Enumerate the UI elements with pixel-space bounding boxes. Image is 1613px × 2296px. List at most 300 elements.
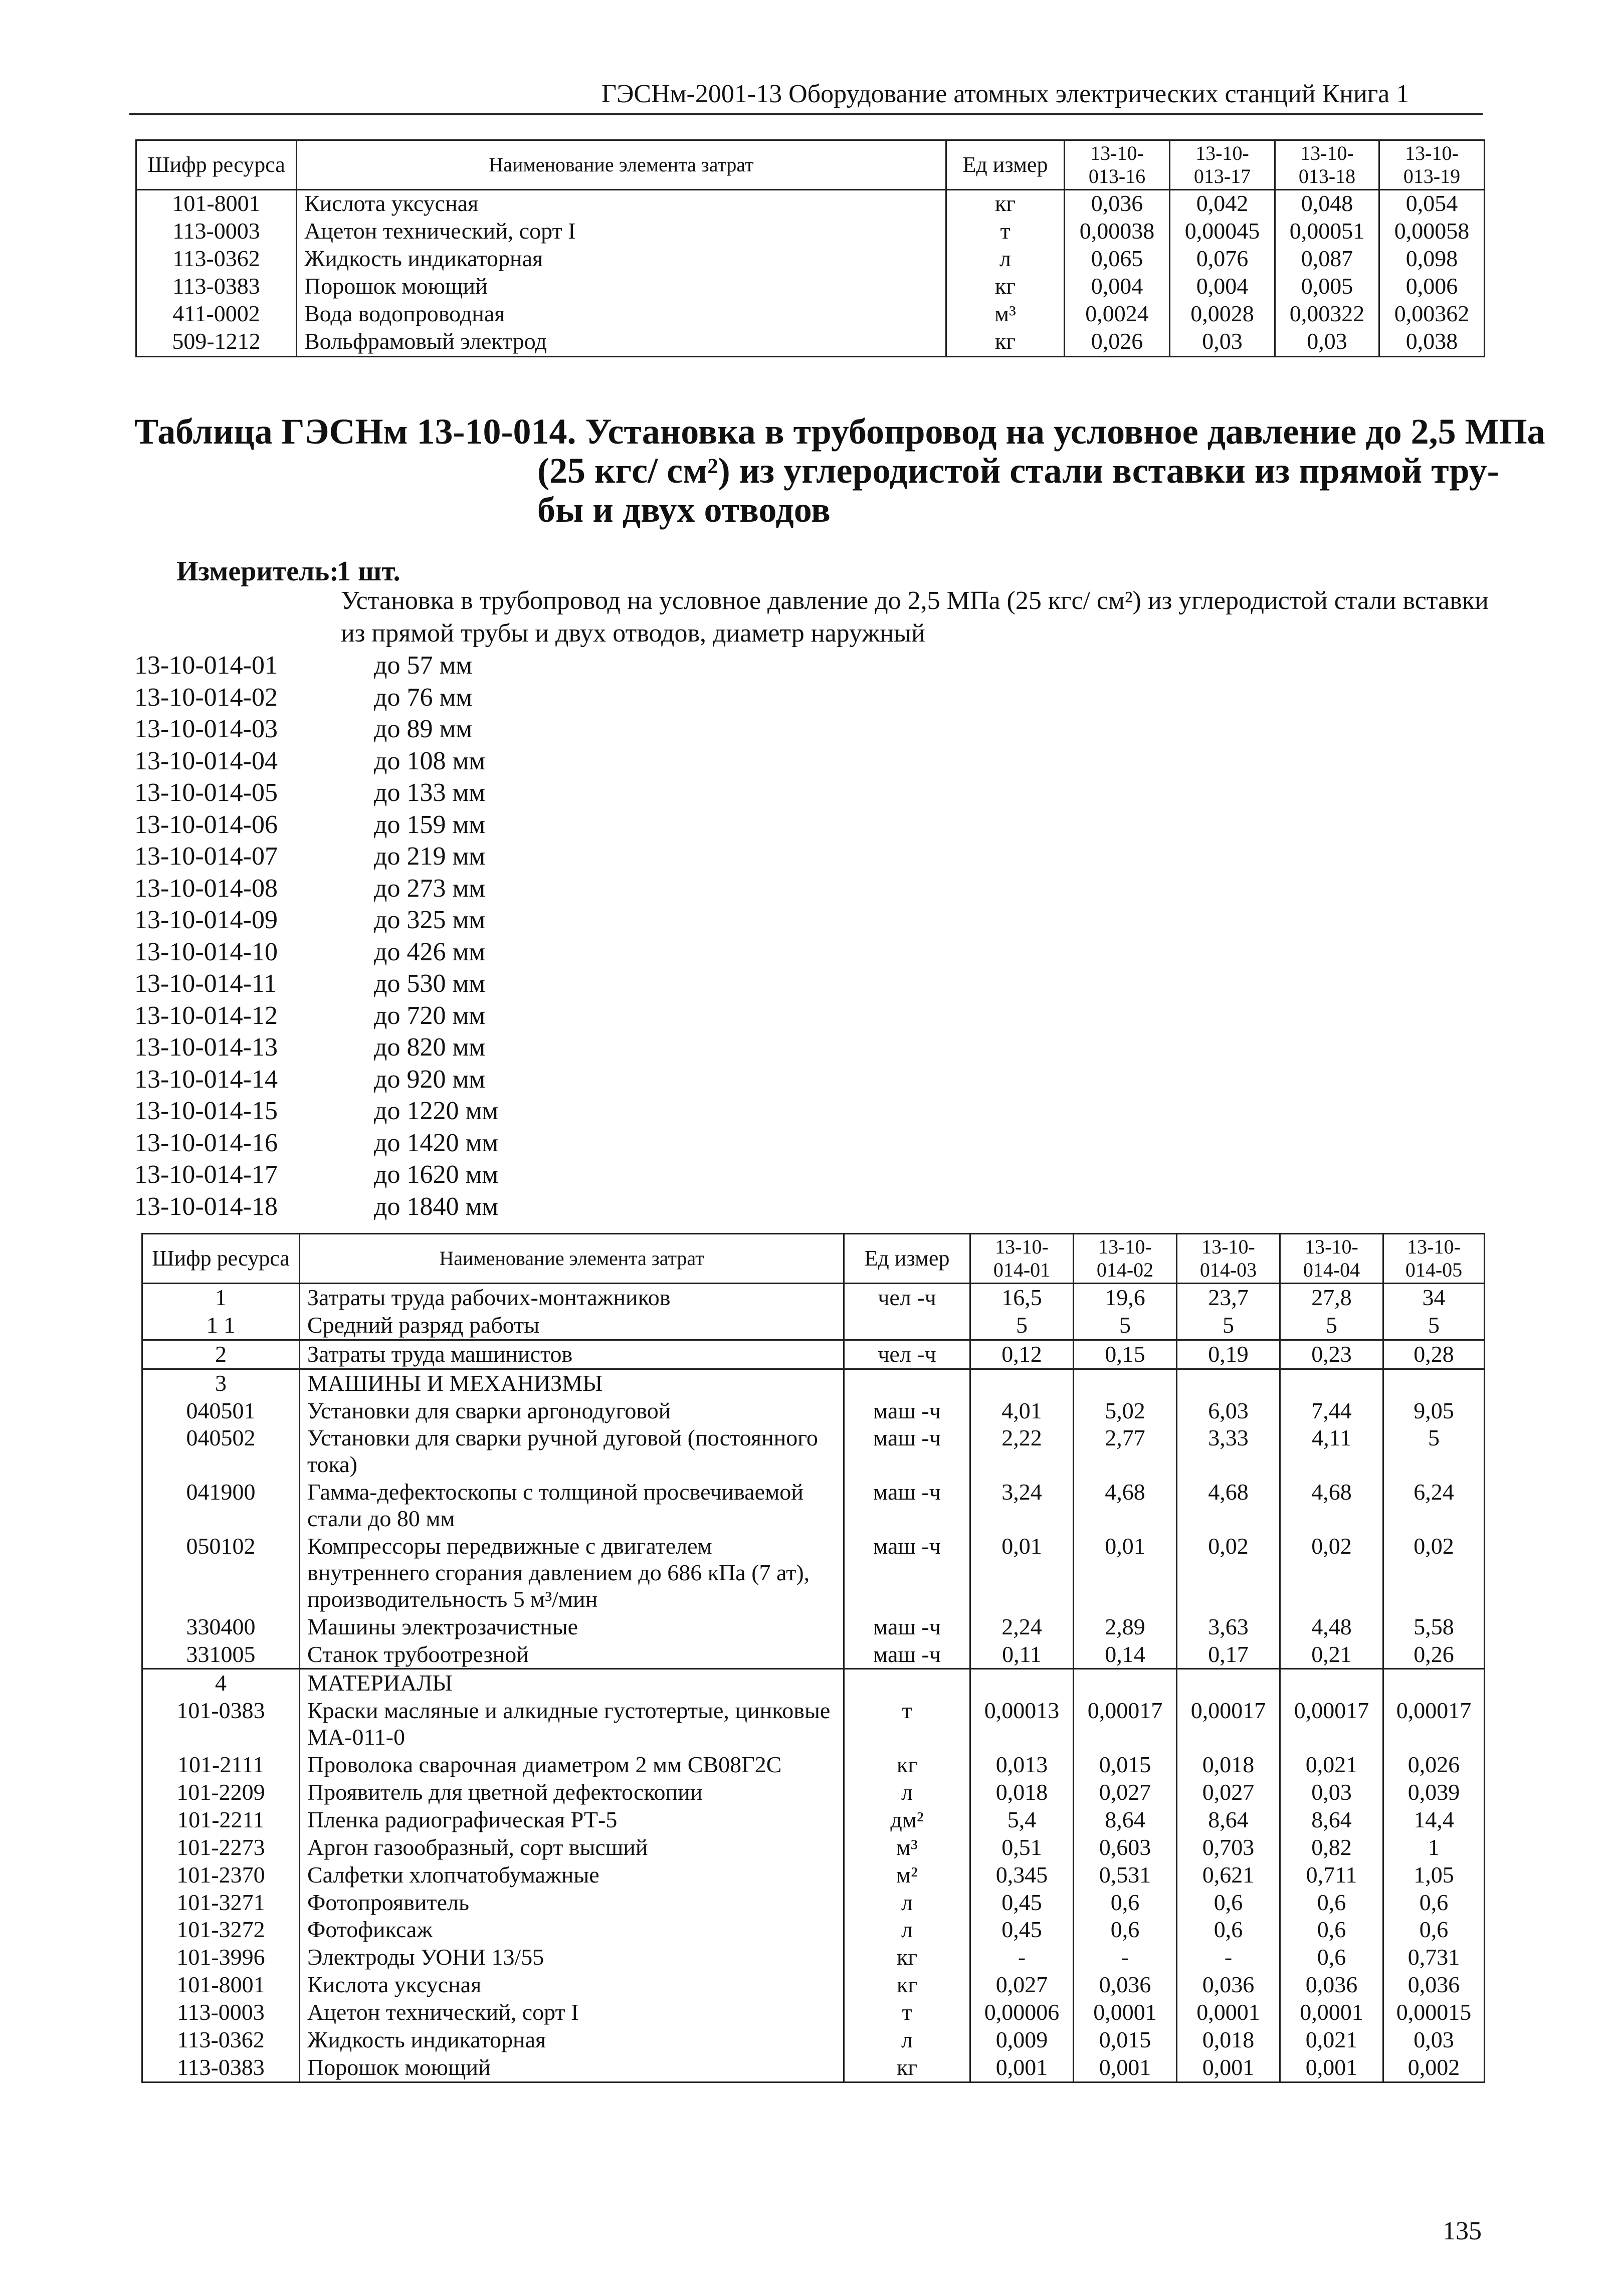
resource-value: 0,17 (1177, 1641, 1280, 1669)
resource-name: Станок трубоотрезной (300, 1641, 844, 1669)
list-item (134, 1095, 498, 1127)
resource-code: 101-2111 (142, 1751, 300, 1779)
table-title-line3: бы и двух отводов (537, 490, 831, 530)
resource-value: 0,6 (1280, 1916, 1383, 1944)
resource-value: 0,00038 (1065, 218, 1170, 246)
norm-diameter: до 1840 мм (374, 1192, 499, 1221)
resource-value: 0,015 (1074, 2026, 1177, 2054)
table-row (142, 1999, 1485, 2026)
resource-unit: т (946, 218, 1065, 246)
resource-name: Гамма-дефектоскопы с толщиной просвечиваемой стали до 80 мм (300, 1479, 844, 1533)
norm-diameter: до 820 мм (374, 1033, 486, 1062)
resource-value: 34 (1383, 1284, 1485, 1312)
table-row (142, 1284, 1485, 1312)
resource-value: 0,00322 (1275, 301, 1379, 328)
resource-code: 101-3996 (142, 1944, 300, 1971)
resource-value: 0,004 (1170, 273, 1275, 301)
norm-diameter: до 530 мм (374, 969, 486, 998)
resource-value: 0,026 (1383, 1751, 1485, 1779)
resource-value: 0,027 (1074, 1779, 1177, 1806)
col-header-norm: 13-10-014-04 (1280, 1234, 1383, 1284)
resource-value: 0,009 (970, 2026, 1074, 2054)
resource-unit: маш -ч (844, 1613, 970, 1641)
resource-unit: дм² (844, 1806, 970, 1834)
resource-value: 6,03 (1177, 1397, 1280, 1425)
section-row (142, 1369, 1485, 1397)
resource-value: 0,00362 (1379, 301, 1485, 328)
resource-unit: маш -ч (844, 1533, 970, 1613)
resource-value: 23,7 (1177, 1284, 1280, 1312)
list-item (134, 904, 498, 936)
resource-value: 0,03 (1170, 328, 1275, 357)
resource-code: 113-0003 (142, 1999, 300, 2026)
resource-code: 101-0383 (142, 1697, 300, 1751)
resource-value: 0,00017 (1383, 1697, 1485, 1751)
resource-value: 0,001 (1177, 2054, 1280, 2082)
resource-value (1383, 1669, 1485, 1697)
resource-value: 4,68 (1177, 1479, 1280, 1533)
resource-name: Средний разряд работы (300, 1312, 844, 1340)
table-row (136, 190, 1485, 219)
table-row (142, 1340, 1485, 1369)
resource-value: 0,703 (1177, 1834, 1280, 1861)
table-row (142, 1889, 1485, 1917)
resource-value (1177, 1369, 1280, 1397)
table-row (142, 1806, 1485, 1834)
norm-code: 13-10-014-02 (134, 683, 278, 712)
resource-value (970, 1669, 1074, 1697)
resource-name: Проволока сварочная диаметром 2 мм СВ08Г2С (300, 1751, 844, 1779)
resource-name: Электроды УОНИ 13/55 (300, 1944, 844, 1971)
norm-diameter: до 1420 мм (374, 1128, 499, 1157)
resource-value: 0,6 (1383, 1916, 1485, 1944)
table-row (142, 1533, 1485, 1613)
col-header-name: Наименование элемента затрат (297, 140, 946, 190)
resource-value: 0,005 (1275, 273, 1379, 301)
resource-value: 0,531 (1074, 1861, 1177, 1889)
resource-unit: л (844, 2026, 970, 2054)
norm-description: Установка в трубопровод на условное давление до 2,5 МПа (25 кгс/ см²) из углеродистой стали вставки из прямой трубы и двух отводов, диаметр наружный (341, 586, 1489, 648)
table-row (142, 2026, 1485, 2054)
resource-unit: л (946, 246, 1065, 273)
resource-value: 0,6 (1280, 1889, 1383, 1917)
table-row (142, 1613, 1485, 1641)
norm-code: 13-10-014-06 (134, 810, 278, 839)
col-header-norm: 13-10-013-18 (1275, 140, 1379, 190)
resource-value: 0,038 (1379, 328, 1485, 357)
resource-name: Краски масляные и алкидные густотертые, цинковые МА-011-0 (300, 1697, 844, 1751)
resource-name: Проявитель для цветной дефектоскопии (300, 1779, 844, 1806)
table-row (136, 273, 1485, 301)
resource-code: 411-0002 (136, 301, 297, 328)
resource-code: 509-1212 (136, 328, 297, 357)
norm-code: 13-10-014-12 (134, 1001, 278, 1030)
resource-code: 101-8001 (142, 1971, 300, 1999)
col-header-name: Наименование элемента затрат (300, 1234, 844, 1284)
col-header-code: Шифр ресурса (136, 140, 297, 190)
resource-value: 0,28 (1383, 1340, 1485, 1369)
resource-value: 2,89 (1074, 1613, 1177, 1641)
resource-unit: чел -ч (844, 1340, 970, 1369)
resource-value: 14,4 (1383, 1806, 1485, 1834)
list-item (134, 1159, 498, 1191)
resource-value: 0,00006 (970, 1999, 1074, 2026)
norm-diameter: до 920 мм (374, 1065, 486, 1094)
resource-unit: кг (844, 1944, 970, 1971)
list-item (134, 1031, 498, 1064)
resource-value: 4,68 (1280, 1479, 1383, 1533)
resource-value: 0,00058 (1379, 218, 1485, 246)
resource-code: 040501 (142, 1397, 300, 1425)
resource-code: 101-3271 (142, 1889, 300, 1917)
resource-name: Аргон газообразный, сорт высший (300, 1834, 844, 1861)
resource-value: 0,02 (1383, 1533, 1485, 1613)
resource-value (1280, 1669, 1383, 1697)
resource-value: 0,001 (1280, 2054, 1383, 2082)
resource-value (1177, 1669, 1280, 1697)
resource-unit (844, 1369, 970, 1397)
resource-value: 0,054 (1379, 190, 1485, 219)
resource-value: 0,6 (1074, 1916, 1177, 1944)
list-item (134, 936, 498, 968)
table-row (142, 2054, 1485, 2082)
resource-value: 3,24 (970, 1479, 1074, 1533)
resource-value: 8,64 (1177, 1806, 1280, 1834)
list-item (134, 1064, 498, 1096)
resource-unit: т (844, 1999, 970, 2026)
resource-value: 1 (1383, 1834, 1485, 1861)
resource-value: 0,03 (1383, 2026, 1485, 2054)
resource-value: 0,00045 (1170, 218, 1275, 246)
norm-code: 13-10-014-01 (134, 651, 278, 680)
list-item (134, 650, 498, 682)
resource-value: 5,02 (1074, 1397, 1177, 1425)
resource-value: 0,0028 (1170, 301, 1275, 328)
resource-name: Салфетки хлопчатобумажные (300, 1861, 844, 1889)
resource-value: 0,03 (1275, 328, 1379, 357)
resource-unit: кг (946, 328, 1065, 357)
resource-name: Ацетон технический, сорт I (300, 1999, 844, 2026)
table-title-line1: Таблица ГЭСНм 13-10-014. Установка в трубопровод на условное давление до 2,5 МПа (134, 411, 1545, 452)
list-item (134, 713, 498, 745)
resource-code: 1 1 (142, 1312, 300, 1340)
list-item (134, 745, 498, 777)
resource-value: 5 (1383, 1312, 1485, 1340)
table-row (142, 1641, 1485, 1669)
list-item (134, 682, 498, 714)
resource-value: 0,013 (970, 1751, 1074, 1779)
table-row (142, 1944, 1485, 1971)
resource-value: 6,24 (1383, 1479, 1485, 1533)
resource-value: 27,8 (1280, 1284, 1383, 1312)
list-item (134, 1000, 498, 1032)
table-row (142, 1861, 1485, 1889)
resource-code: 101-2273 (142, 1834, 300, 1861)
resource-code: 050102 (142, 1533, 300, 1613)
resource-name: Ацетон технический, сорт I (297, 218, 946, 246)
resource-name: Затраты труда рабочих-монтажников (300, 1284, 844, 1312)
list-item (134, 1191, 498, 1223)
resource-value: 0,12 (970, 1340, 1074, 1369)
resource-value (970, 1369, 1074, 1397)
resource-unit: маш -ч (844, 1397, 970, 1425)
resource-code: 113-0362 (142, 2026, 300, 2054)
table-row (142, 1779, 1485, 1806)
resource-name: Пленка радиографическая РТ-5 (300, 1806, 844, 1834)
header-rule (129, 113, 1483, 115)
resource-value: 5,58 (1383, 1613, 1485, 1641)
resource-value: 3,33 (1177, 1424, 1280, 1479)
resource-code: 101-2209 (142, 1779, 300, 1806)
list-item (134, 1127, 498, 1159)
table-row (142, 1971, 1485, 1999)
resource-value: 3,63 (1177, 1613, 1280, 1641)
resource-value: 0,001 (1074, 2054, 1177, 2082)
resource-value: 0,036 (1177, 1971, 1280, 1999)
resource-value: 0,018 (1177, 2026, 1280, 2054)
list-item (134, 777, 498, 809)
page-header: ГЭСНм-2001-13 Оборудование атомных электрических станций Книга 1 (601, 80, 1409, 108)
resource-unit: кг (946, 190, 1065, 219)
resource-value (1074, 1369, 1177, 1397)
resource-value: 0,076 (1170, 246, 1275, 273)
resource-value: 5 (970, 1312, 1074, 1340)
norm-diameter: до 426 мм (374, 937, 486, 966)
norm-diameter: до 89 мм (374, 715, 473, 743)
resource-unit: маш -ч (844, 1641, 970, 1669)
resource-value: 0,345 (970, 1861, 1074, 1889)
norm-code: 13-10-014-17 (134, 1160, 278, 1189)
resource-value: 0,711 (1280, 1861, 1383, 1889)
resource-name: Кислота уксусная (297, 190, 946, 219)
resource-unit: м² (844, 1861, 970, 1889)
resource-value: 0,02 (1177, 1533, 1280, 1613)
resource-name: Фотофиксаж (300, 1916, 844, 1944)
list-item (134, 809, 498, 841)
resource-value: 0,6 (1383, 1889, 1485, 1917)
col-header-norm: 13-10-013-19 (1379, 140, 1485, 190)
resource-value: 0,065 (1065, 246, 1170, 273)
resource-value: 0,098 (1379, 246, 1485, 273)
resource-code: 4 (142, 1669, 300, 1697)
resource-code: 1 (142, 1284, 300, 1312)
norm-code: 13-10-014-18 (134, 1192, 278, 1221)
resource-code: 113-0362 (136, 246, 297, 273)
resource-value: 0,00051 (1275, 218, 1379, 246)
resource-value: 0,51 (970, 1834, 1074, 1861)
resource-value: 5 (1280, 1312, 1383, 1340)
resource-value: 5 (1074, 1312, 1177, 1340)
resource-value: 0,018 (970, 1779, 1074, 1806)
resource-value: 0,0024 (1065, 301, 1170, 328)
resource-code: 330400 (142, 1613, 300, 1641)
table-row (142, 1916, 1485, 1944)
resource-value: 0,82 (1280, 1834, 1383, 1861)
resource-value: 0,021 (1280, 2026, 1383, 2054)
resource-value: 0,036 (1065, 190, 1170, 219)
resource-value: 0,0001 (1074, 1999, 1177, 2026)
resource-value: 5 (1177, 1312, 1280, 1340)
resource-code: 101-3272 (142, 1916, 300, 1944)
resource-value: 0,006 (1379, 273, 1485, 301)
table-row (142, 1834, 1485, 1861)
resource-value: 0,603 (1074, 1834, 1177, 1861)
resource-value: 4,48 (1280, 1613, 1383, 1641)
resource-value: 0,45 (970, 1889, 1074, 1917)
table-title-line2: (25 кгс/ см²) из углеродистой стали вставки из прямой тру- (537, 451, 1499, 491)
resource-unit: л (844, 1889, 970, 1917)
norm-code: 13-10-014-03 (134, 715, 278, 743)
norm-code: 13-10-014-07 (134, 842, 278, 871)
resource-value: 0,01 (970, 1533, 1074, 1613)
resource-name: Порошок моющий (300, 2054, 844, 2082)
norm-diameter: до 219 мм (374, 842, 486, 871)
norm-code: 13-10-014-04 (134, 746, 278, 775)
norm-diameter: до 1220 мм (374, 1097, 499, 1125)
col-header-norm: 13-10-014-03 (1177, 1234, 1280, 1284)
measure-value: 1 шт. (337, 556, 400, 587)
resource-value: 0,6 (1177, 1916, 1280, 1944)
resource-value: 0,6 (1280, 1944, 1383, 1971)
resource-value: 0,015 (1074, 1751, 1177, 1779)
col-header-code: Шифр ресурса (142, 1234, 300, 1284)
resource-value: 0,01 (1074, 1533, 1177, 1613)
resource-name: Затраты труда машинистов (300, 1340, 844, 1369)
resource-value: 5,4 (970, 1806, 1074, 1834)
resource-name: Машины электрозачистные (300, 1613, 844, 1641)
resource-value: 0,19 (1177, 1340, 1280, 1369)
section-title: МАТЕРИАЛЫ (300, 1669, 844, 1697)
resource-value: 0,11 (970, 1641, 1074, 1669)
resource-value: 0,004 (1065, 273, 1170, 301)
col-header-unit: Ед измер (844, 1234, 970, 1284)
resource-unit: кг (844, 1751, 970, 1779)
resource-value: 0,00017 (1177, 1697, 1280, 1751)
norm-diameter: до 108 мм (374, 746, 486, 775)
norm-code: 13-10-014-11 (134, 969, 277, 998)
resource-value: - (1074, 1944, 1177, 1971)
resource-unit: маш -ч (844, 1424, 970, 1479)
resource-unit (844, 1669, 970, 1697)
resource-unit: т (844, 1697, 970, 1751)
section-row (142, 1669, 1485, 1697)
resource-code: 101-2370 (142, 1861, 300, 1889)
norm-diameter: до 1620 мм (374, 1160, 499, 1189)
col-header-norm: 13-10-014-05 (1383, 1234, 1485, 1284)
norm-code: 13-10-014-05 (134, 778, 278, 807)
resource-code: 101-8001 (136, 190, 297, 219)
resource-value: 5 (1383, 1424, 1485, 1479)
resource-value: 0,15 (1074, 1340, 1177, 1369)
resource-value: 0,00015 (1383, 1999, 1485, 2026)
resource-unit: кг (844, 2054, 970, 2082)
resource-unit: кг (946, 273, 1065, 301)
resource-value: 2,22 (970, 1424, 1074, 1479)
resource-code: 331005 (142, 1641, 300, 1669)
col-header-norm: 13-10-013-16 (1065, 140, 1170, 190)
resource-value: 0,0001 (1280, 1999, 1383, 2026)
table-prev-body (136, 190, 1485, 357)
resource-value (1280, 1369, 1383, 1397)
section-title: МАШИНЫ И МЕХАНИЗМЫ (300, 1369, 844, 1397)
table-row (142, 1479, 1485, 1533)
resource-value: 0,036 (1383, 1971, 1485, 1999)
resource-unit: м³ (844, 1834, 970, 1861)
resource-name: Порошок моющий (297, 273, 946, 301)
resource-code: 113-0383 (142, 2054, 300, 2082)
resource-value: 0,021 (1280, 1751, 1383, 1779)
norm-diameter: до 273 мм (374, 874, 486, 903)
resource-value: 2,77 (1074, 1424, 1177, 1479)
resource-value: 0,002 (1383, 2054, 1485, 2082)
resource-name: Компрессоры передвижные с двигателем внутреннего сгорания давлением до 686 кПа (7 ат), производительность 5 м³/мин (300, 1533, 844, 1613)
list-item (134, 841, 498, 873)
resource-value: 1,05 (1383, 1861, 1485, 1889)
resource-value (1074, 1669, 1177, 1697)
resource-code: 040502 (142, 1424, 300, 1479)
list-item (134, 968, 498, 1000)
table-row (142, 1397, 1485, 1425)
resource-value: 0,45 (970, 1916, 1074, 1944)
resource-value: 8,64 (1280, 1806, 1383, 1834)
table-resources-body (142, 1284, 1485, 2082)
col-header-norm: 13-10-014-02 (1074, 1234, 1177, 1284)
resource-code: 041900 (142, 1479, 300, 1533)
col-header-norm: 13-10-014-01 (970, 1234, 1074, 1284)
norm-code: 13-10-014-15 (134, 1097, 278, 1125)
resource-value: 0,21 (1280, 1641, 1383, 1669)
norm-diameter: до 325 мм (374, 906, 486, 934)
resource-code: 113-0003 (136, 218, 297, 246)
table-resources (141, 1233, 1485, 2083)
resource-value: 0,039 (1383, 1779, 1485, 1806)
col-header-unit: Ед измер (946, 140, 1065, 190)
resource-value (1383, 1369, 1485, 1397)
resource-code: 101-2211 (142, 1806, 300, 1834)
resource-code: 2 (142, 1340, 300, 1369)
norm-code: 13-10-014-13 (134, 1033, 278, 1062)
table-row (142, 1751, 1485, 1779)
page-number: 135 (1443, 2217, 1482, 2245)
list-item (134, 873, 498, 905)
resource-value: 4,11 (1280, 1424, 1383, 1479)
table-row (136, 328, 1485, 357)
resource-value: 0,026 (1065, 328, 1170, 357)
norm-diameter: до 159 мм (374, 810, 486, 839)
resource-name: Жидкость индикаторная (297, 246, 946, 273)
resource-unit: маш -ч (844, 1479, 970, 1533)
norm-diameter: до 133 мм (374, 778, 486, 807)
resource-value: 0,621 (1177, 1861, 1280, 1889)
resource-unit: л (844, 1916, 970, 1944)
table-row (136, 218, 1485, 246)
resource-code: 3 (142, 1369, 300, 1397)
col-header-norm: 13-10-013-17 (1170, 140, 1275, 190)
resource-value: 0,03 (1280, 1779, 1383, 1806)
resource-name: Установки для сварки аргонодуговой (300, 1397, 844, 1425)
resource-value: 0,036 (1280, 1971, 1383, 1999)
resource-value: 0,731 (1383, 1944, 1485, 1971)
resource-value: 0,027 (1177, 1779, 1280, 1806)
resource-value: 0,048 (1275, 190, 1379, 219)
measure-label: Измеритель: (176, 556, 339, 587)
resource-value: 0,6 (1177, 1889, 1280, 1917)
resource-value: 0,042 (1170, 190, 1275, 219)
resource-unit: кг (844, 1971, 970, 1999)
norm-code: 13-10-014-08 (134, 874, 278, 903)
resource-value: 0,018 (1177, 1751, 1280, 1779)
resource-name: Установки для сварки ручной дуговой (постоянного тока) (300, 1424, 844, 1479)
